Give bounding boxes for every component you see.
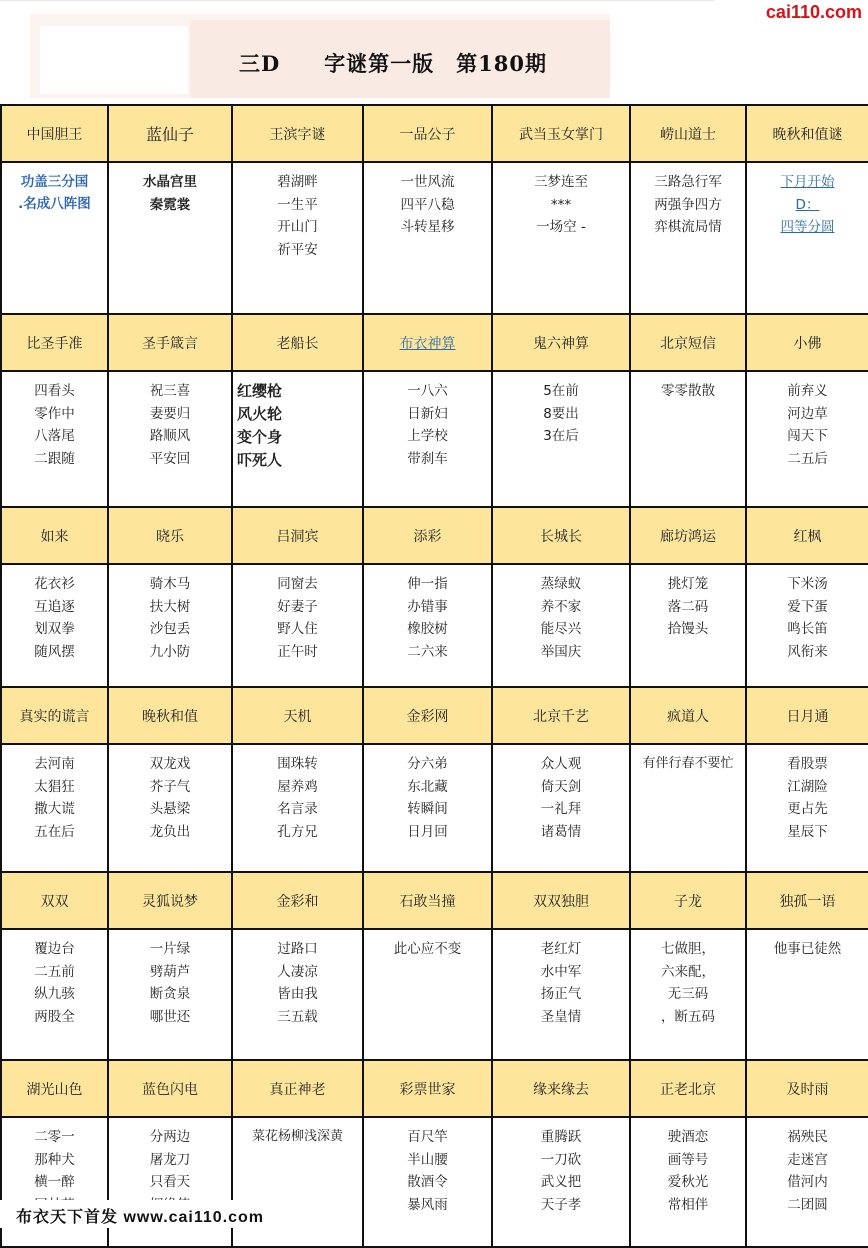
riddle-cell — [1, 162, 108, 314]
riddle-line: 转瞬间 — [407, 801, 448, 817]
riddle-cell — [746, 564, 868, 687]
riddle-line: 星辰下 — [787, 823, 828, 840]
riddle-line: 日月回 — [407, 823, 448, 840]
riddle-cell — [363, 162, 492, 314]
author-cell: 老船长 — [232, 314, 363, 371]
author-cell: 石敢当撞 — [363, 872, 492, 929]
author-cell: 双双 — [1, 872, 108, 929]
riddle-line: 分两边 — [149, 1129, 191, 1145]
riddle-line: 九小防 — [149, 643, 191, 660]
riddle-cell — [363, 564, 492, 687]
author-cell: 鬼六神算 — [492, 314, 630, 371]
riddle-line: 双龙戏 — [149, 756, 191, 772]
author-cell: 小佛 — [746, 314, 868, 371]
riddle-line: 重腾跃 — [540, 1129, 582, 1145]
header-row — [1, 872, 868, 929]
riddle-line: 过路口 — [277, 941, 318, 957]
riddle-line: 二五后 — [787, 450, 828, 467]
riddle-line: 扬正气 — [540, 986, 582, 1002]
header-row — [1, 105, 868, 162]
author-cell: 正老北京 — [630, 1060, 746, 1117]
author-cell: 子龙 — [630, 872, 746, 929]
riddle-cell — [746, 162, 868, 314]
riddle-line: 纵九骇 — [34, 986, 75, 1002]
riddle-line: 借河内 — [787, 1174, 828, 1190]
riddle-line: 哪世还 — [149, 1008, 191, 1025]
riddle-line: 平安回 — [149, 450, 191, 467]
author-cell: 彩票世家 — [363, 1060, 492, 1117]
riddle-line: 5在前 — [543, 383, 579, 399]
riddle-line: 劈葫芦 — [149, 963, 191, 980]
riddle-line: 两股全 — [34, 1008, 75, 1025]
riddle-line: 正午时 — [277, 643, 318, 660]
riddle-line: 倚天剑 — [540, 778, 582, 795]
riddle-line: 老红灯 — [540, 941, 582, 957]
riddle-cell — [630, 371, 746, 507]
riddle-line: 撒大谎 — [34, 801, 75, 817]
riddle-line: ，断五码 — [661, 1008, 715, 1025]
riddle-line: 画等号 — [667, 1151, 709, 1168]
riddle-cell — [492, 564, 630, 687]
riddle-line: 三梦连至 — [534, 174, 588, 190]
riddle-cell — [108, 929, 232, 1060]
riddle-line: 他事已徒然 — [773, 941, 842, 957]
author-cell: 廊坊鸿运 — [630, 507, 746, 564]
riddle-cell — [492, 162, 630, 314]
riddle-line: 一世风流 — [400, 174, 455, 190]
riddle-cell — [492, 929, 630, 1060]
riddle-line: 养不家 — [540, 598, 582, 615]
riddle-line: 横一醉 — [34, 1174, 75, 1190]
riddle-line: 水中军 — [540, 963, 582, 980]
author-cell: 蓝色闪电 — [108, 1060, 232, 1117]
riddle-cell — [108, 744, 232, 872]
author-cell: 晚秋和值谜 — [746, 105, 868, 162]
author-cell: 崂山道士 — [630, 105, 746, 162]
riddle-line: 百尺竿 — [407, 1129, 448, 1145]
riddle-cell — [363, 371, 492, 507]
riddle-cell — [108, 371, 232, 507]
riddle-line: 橡胶树 — [407, 621, 448, 637]
riddle-line: 前弃义 — [787, 383, 828, 399]
riddle-line: 五在后 — [34, 823, 75, 840]
author-cell: 比圣手准 — [1, 314, 108, 371]
riddle-line: 办错事 — [407, 598, 448, 615]
riddle-row — [1, 744, 868, 872]
riddle-line: 花衣衫 — [34, 576, 75, 592]
riddle-line: 斗转星移 — [400, 219, 455, 235]
riddle-cell — [363, 744, 492, 872]
author-cell: 日月通 — [746, 687, 868, 744]
author-cell: 双双独胆 — [492, 872, 630, 929]
riddle-line: 开山门 — [277, 219, 318, 235]
riddle-line: 众人观 — [540, 756, 582, 772]
riddle-line: 菜花杨柳浅深黄 — [251, 1129, 343, 1144]
riddle-line: 弈棋流局情 — [654, 219, 722, 235]
riddle-line: 互追逐 — [34, 598, 75, 615]
author-link[interactable]: 布衣神算 — [399, 335, 456, 352]
author-cell: 添彩 — [363, 507, 492, 564]
riddle-cell — [1, 929, 108, 1060]
riddle-line: 带刹车 — [407, 450, 448, 467]
author-cell: 一品公子 — [363, 105, 492, 162]
riddle-line: 碧湖畔 — [277, 174, 318, 190]
riddle-line: 有伴行春不要忙 — [642, 756, 734, 771]
riddle-line: 蒸绿蚁 — [540, 576, 582, 592]
author-cell: 金彩网 — [363, 687, 492, 744]
riddle-cell — [232, 744, 363, 872]
riddle-line: 落二码 — [667, 598, 709, 615]
author-cell: 武当玉女掌门 — [492, 105, 630, 162]
riddle-cell — [630, 162, 746, 314]
riddle-line: 半山腰 — [407, 1151, 448, 1168]
riddle-line: 七做胆， — [661, 941, 715, 957]
riddle-line: 划双拳 — [34, 621, 75, 637]
riddle-line: 圣皇情 — [540, 1008, 582, 1025]
riddle-line: 随风摆 — [34, 643, 75, 660]
riddle-line: 那种犬 — [34, 1151, 75, 1168]
riddle-cell — [232, 371, 363, 507]
riddle-line: 诸葛情 — [540, 823, 582, 840]
riddle-line: 走迷宫 — [787, 1151, 828, 1168]
author-cell: 圣手箴言 — [108, 314, 232, 371]
riddle-line: 人凄凉 — [277, 963, 318, 980]
riddle-line: 扶大树 — [149, 598, 191, 615]
riddle-line: 吓死人 — [237, 451, 283, 469]
header-row — [1, 314, 868, 371]
riddle-line: 祈平安 — [277, 241, 318, 258]
riddle-line: 一刀砍 — [540, 1151, 582, 1168]
riddle-line: 一片绿 — [149, 941, 191, 957]
riddle-line: 二团圆 — [787, 1196, 828, 1213]
riddle-table — [0, 104, 868, 1248]
author-cell: 真实的谎言 — [1, 687, 108, 744]
riddle-line: 孔方兄 — [277, 823, 318, 840]
riddle-line: 河边草 — [787, 405, 828, 422]
riddle-cell — [232, 162, 363, 314]
riddle-line: 三路急行军 — [654, 174, 722, 190]
riddle-line: 二六来 — [407, 643, 448, 660]
riddle-line: 闯天下 — [787, 428, 828, 444]
riddle-line: 风火轮 — [237, 405, 283, 423]
riddle-line: 一生平 — [277, 196, 318, 213]
riddle-link[interactable]: 下月开始 — [780, 174, 835, 190]
riddle-cell — [108, 162, 232, 314]
author-cell: 灵狐说梦 — [108, 872, 232, 929]
author-cell: 王滨字谜 — [232, 105, 363, 162]
top-rule — [0, 0, 714, 7]
riddle-line: 四平八稳 — [400, 196, 455, 213]
riddle-line: 屠龙刀 — [149, 1151, 191, 1168]
riddle-line: 上学校 — [407, 428, 448, 444]
riddle-cell — [232, 564, 363, 687]
riddle-line: 两强争四方 — [654, 196, 722, 213]
riddle-line: 断贪泉 — [149, 986, 191, 1002]
riddle-line: 同窗去 — [277, 576, 318, 592]
riddle-row — [1, 929, 868, 1060]
author-cell: 及时雨 — [746, 1060, 868, 1117]
riddle-line: 围珠转 — [277, 756, 318, 772]
riddle-line: 此心应不变 — [393, 941, 462, 957]
riddle-cell — [1, 564, 108, 687]
riddle-cell — [1, 744, 108, 872]
riddle-line: 秦霓裳 — [149, 196, 191, 213]
riddle-line: 无三码 — [667, 986, 709, 1002]
riddle-line: 屋养鸡 — [277, 778, 318, 795]
riddle-cell — [746, 744, 868, 872]
riddle-line: .名成八阵图 — [18, 196, 91, 212]
riddle-cell — [630, 744, 746, 872]
author-cell: 北京千艺 — [492, 687, 630, 744]
riddle-line: 3在后 — [543, 428, 579, 444]
riddle-line: 拾馒头 — [667, 621, 709, 637]
riddle-line: 鸣长笛 — [787, 621, 828, 637]
riddle-line: 一礼拜 — [540, 801, 582, 817]
riddle-line: 好妻子 — [277, 598, 318, 615]
riddle-line: 东北藏 — [407, 778, 448, 795]
author-cell: 独孤一语 — [746, 872, 868, 929]
footer-watermark[interactable]: 布衣天下首发 www.cai110.com — [16, 1209, 265, 1226]
riddle-link[interactable]: 四等分圆 — [780, 219, 835, 235]
riddle-line: 二跟随 — [34, 450, 75, 467]
author-cell: 如来 — [1, 507, 108, 564]
author-cell: 晓乐 — [108, 507, 232, 564]
riddle-row — [1, 564, 868, 687]
riddle-line: 更占先 — [787, 801, 828, 817]
riddle-cell — [492, 744, 630, 872]
riddle-line: 爱秋光 — [667, 1174, 709, 1190]
riddle-line: 8要出 — [543, 405, 579, 422]
riddle-line: 下米汤 — [787, 576, 828, 592]
riddle-line: 水晶宫里 — [143, 174, 197, 190]
author-cell: 缘来缘去 — [492, 1060, 630, 1117]
riddle-line: 祝三喜 — [149, 383, 191, 399]
riddle-line: 名言录 — [277, 801, 318, 817]
riddle-line: 伸一指 — [407, 576, 448, 592]
riddle-line: 常相伴 — [667, 1196, 709, 1213]
riddle-line: 皆由我 — [277, 986, 318, 1002]
riddle-row — [1, 162, 868, 314]
riddle-line: 日新妇 — [407, 405, 448, 422]
riddle-line: 分六弟 — [407, 756, 448, 772]
riddle-line: 江湖险 — [787, 778, 828, 795]
riddle-line: 头悬梁 — [149, 801, 191, 817]
riddle-line: 驶酒恋 — [667, 1129, 709, 1145]
riddle-cell — [746, 929, 868, 1060]
riddle-cell — [108, 564, 232, 687]
riddle-line: 看股票 — [787, 756, 828, 772]
riddle-cell — [232, 929, 363, 1060]
header-row — [1, 687, 868, 744]
riddle-line: 三五载 — [277, 1008, 318, 1025]
riddle-line: 挑灯笼 — [667, 576, 709, 592]
author-cell: 晚秋和值 — [108, 687, 232, 744]
riddle-line: 红缨枪 — [237, 382, 283, 400]
riddle-line: 二零一 — [34, 1129, 75, 1145]
riddle-link[interactable]: D： — [795, 196, 820, 213]
author-cell: 湖光山色 — [1, 1060, 108, 1117]
riddle-line: 武义把 — [540, 1174, 582, 1190]
riddle-line: 能尽兴 — [540, 621, 582, 637]
author-cell: 天机 — [232, 687, 363, 744]
riddle-line: 四看头 — [34, 383, 75, 399]
riddle-line: 妻要归 — [149, 405, 191, 422]
riddle-line: 龙负出 — [149, 823, 191, 840]
riddle-line: 散酒令 — [407, 1174, 448, 1190]
riddle-cell — [1, 371, 108, 507]
header-row — [1, 1060, 868, 1117]
riddle-line: 二五前 — [34, 963, 75, 980]
riddle-line: 芥子气 — [149, 778, 191, 795]
riddle-line: 覆边台 — [34, 941, 75, 957]
header-row — [1, 507, 868, 564]
riddle-line: 变个身 — [237, 428, 283, 446]
riddle-line: 路顺风 — [149, 428, 191, 444]
riddle-line: 功盖三分国 — [20, 174, 89, 190]
riddle-row — [1, 371, 868, 507]
riddle-line: 天子孝 — [540, 1196, 582, 1213]
author-cell — [363, 314, 492, 371]
riddle-cell — [630, 564, 746, 687]
riddle-line: 暴风雨 — [407, 1196, 448, 1213]
riddle-cell — [746, 371, 868, 507]
riddle-cell — [363, 929, 492, 1060]
riddle-line: 零零散散 — [661, 383, 715, 399]
riddle-line: 只看天 — [149, 1174, 191, 1190]
riddle-cell — [492, 371, 630, 507]
riddle-cell — [630, 929, 746, 1060]
riddle-line: 太猖狂 — [34, 778, 75, 795]
author-cell: 金彩和 — [232, 872, 363, 929]
riddle-line: *** — [550, 196, 572, 213]
author-cell: 中国胆王 — [1, 105, 108, 162]
author-cell: 疯道人 — [630, 687, 746, 744]
riddle-line: 八落尾 — [34, 428, 75, 444]
riddle-line: 一八六 — [407, 383, 448, 399]
riddle-line: 沙包丢 — [149, 621, 191, 637]
riddle-line: 爱下蛋 — [787, 598, 828, 615]
riddle-line: 风衔来 — [787, 643, 828, 660]
author-cell: 真正神老 — [232, 1060, 363, 1117]
site-logo[interactable]: cai110.com — [765, 2, 862, 22]
author-cell: 吕洞宾 — [232, 507, 363, 564]
riddle-line: 六来配， — [661, 963, 715, 980]
author-cell: 蓝仙子 — [108, 105, 232, 162]
riddle-line: 举国庆 — [540, 643, 582, 660]
riddle-line: 一场空 - — [536, 219, 586, 235]
riddle-line: 祸殃民 — [787, 1129, 828, 1145]
author-cell: 北京短信 — [630, 314, 746, 371]
riddle-line: 骑木马 — [149, 576, 191, 592]
riddle-line: 野人住 — [277, 621, 318, 637]
riddle-line: 去河南 — [34, 756, 75, 772]
riddle-line: 零作中 — [34, 405, 75, 422]
author-cell: 红枫 — [746, 507, 868, 564]
author-cell: 长城长 — [492, 507, 630, 564]
page-title: 三D 字谜第一版 第180期 — [238, 51, 548, 76]
